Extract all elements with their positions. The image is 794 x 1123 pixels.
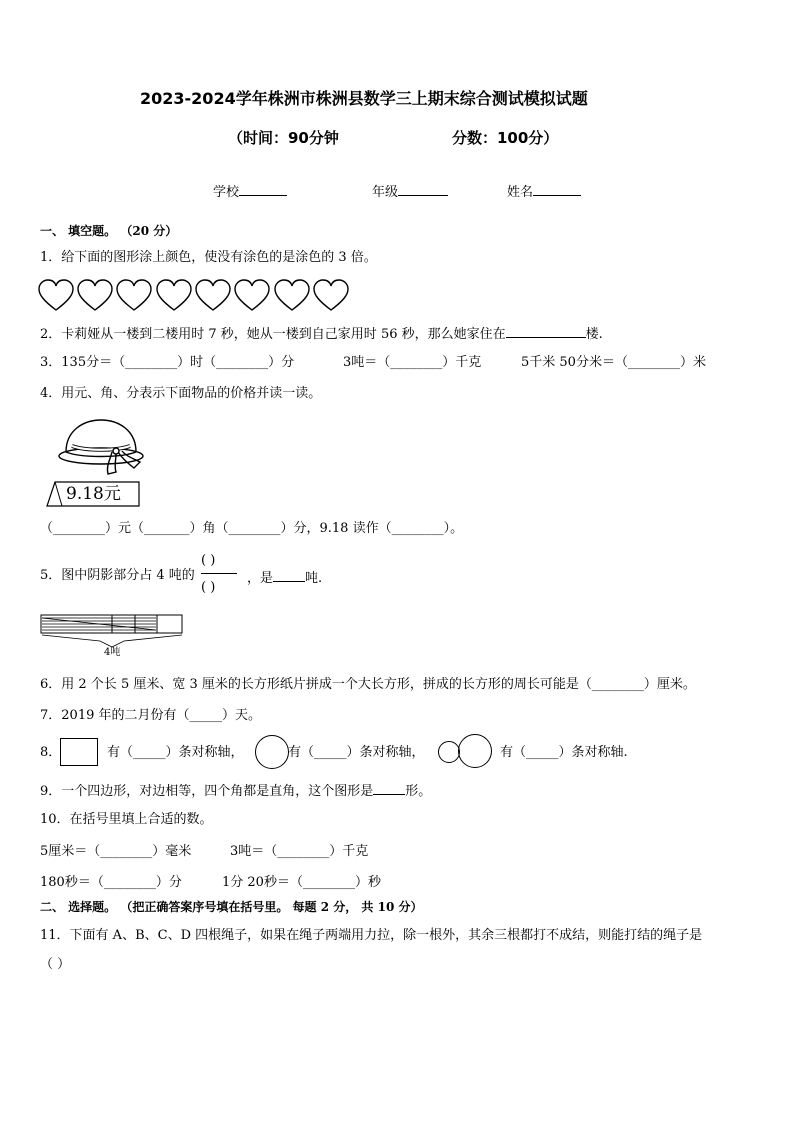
question-5-comma: ，是 [247,571,274,586]
school-blank[interactable] [239,183,287,196]
large-circle-shape [458,734,492,768]
school-field [213,183,287,199]
exam-score: 分数：100分） [452,129,559,147]
question-8-part-a: 有（_____）条对称轴， [107,745,244,760]
fraction-line [201,573,237,574]
heart-icon [235,280,269,310]
answer-blank[interactable] [506,325,586,338]
hat-illustration [56,418,166,478]
section-2-heading: 二、 选择题。 （把正确答案序号填在括号里。 每题 2 分， 共 10 分） [40,900,423,914]
price-label: 9.18元 [66,484,121,504]
answer-blank[interactable] [273,569,305,582]
question-2 [40,325,603,341]
question-9 [40,782,431,798]
grade-blank[interactable] [398,183,448,196]
heart-icon [157,280,191,310]
heart-icon [314,280,348,310]
question-3-part-b: 3吨＝（________）千克 [343,355,482,370]
grade-label: 年级 [372,185,399,200]
question-3-part-a: 3．135分＝（________）时（________）分 [40,355,295,370]
circle-shape [255,735,289,769]
heart-icon [78,280,112,310]
question-8-part-c: 有（_____）条对称轴. [500,745,628,760]
fraction-numerator[interactable]: ( ) [201,553,216,568]
fraction-denominator[interactable]: ( ) [201,580,216,595]
heart-icon [275,280,309,310]
heart-icon [39,280,73,310]
name-blank[interactable] [533,183,581,196]
small-circle-shape [438,741,460,763]
question-3-part-c: 5千米 50分米＝（________）米 [521,355,706,370]
question-11-blank[interactable]: （ ） [40,957,71,972]
question-9-tail: 形。 [405,784,432,799]
heart-icon [196,280,230,310]
question-10-part-c: 180秒＝（________）分 [40,875,182,890]
question-4: 4．用元、角、分表示下面物品的价格并读一读。 [40,386,322,401]
question-4-answer: （________）元（_______）角（________）分，9.18 读作（________）。 [40,521,464,536]
question-6: 6．用 2 个长 5 厘米、宽 3 厘米的长方形纸片拼成一个大长方形，拼成的长方形的周长可能是（________）厘米。 [40,677,696,692]
question-5-unit: 吨. [305,571,323,586]
school-label: 学校 [213,185,240,200]
question-11: 11．下面有 A、B、C、D 四根绳子，如果在绳子两端用力拉，除一根外，其余三根都打不成结，则能打结的绳子是 [40,928,703,943]
page-title: 2023-2024学年株洲市株洲县数学三上期末综合测试模拟试题 [140,89,588,108]
exam-time: （时间：90分钟 [228,129,339,147]
question-1: 1．给下面的图形涂上颜色，使没有涂色的是涂色的 3 倍。 [40,250,377,265]
question-10-part-b: 3吨＝（________）千克 [230,844,369,859]
question-10-part-a: 5厘米＝（________）毫米 [40,844,192,859]
question-7: 7．2019 年的二月份有（_____）天。 [40,708,261,723]
question-8-number: 8． [40,745,62,760]
question-10-part-d: 1分 20秒＝（________）秒 [222,875,381,890]
rectangle-shape [60,738,98,766]
question-2-text: 2．卡莉娅从一楼到二楼用时 7 秒，她从一楼到自己家用时 56 秒，那么她家住在 [40,327,506,342]
question-5-text: 5．图中阴影部分占 4 吨的 [40,568,195,583]
section-1-heading: 一、 填空题。 （20 分） [40,224,178,238]
bar-label: 4吨 [104,647,121,658]
question-9-text: 9．一个四边形，对边相等，四个角都是直角，这个图形是 [40,784,374,799]
grade-field [372,183,448,199]
answer-blank[interactable] [373,782,405,795]
question-5-mid [247,569,322,585]
question-8-part-b: 有（_____）条对称轴， [288,745,425,760]
hearts-row [38,279,358,315]
heart-icon [117,280,151,310]
name-field [507,183,581,199]
question-2-tail: 楼. [585,327,603,342]
name-label: 姓名 [507,185,534,200]
question-10: 10．在括号里填上合适的数。 [40,812,213,827]
